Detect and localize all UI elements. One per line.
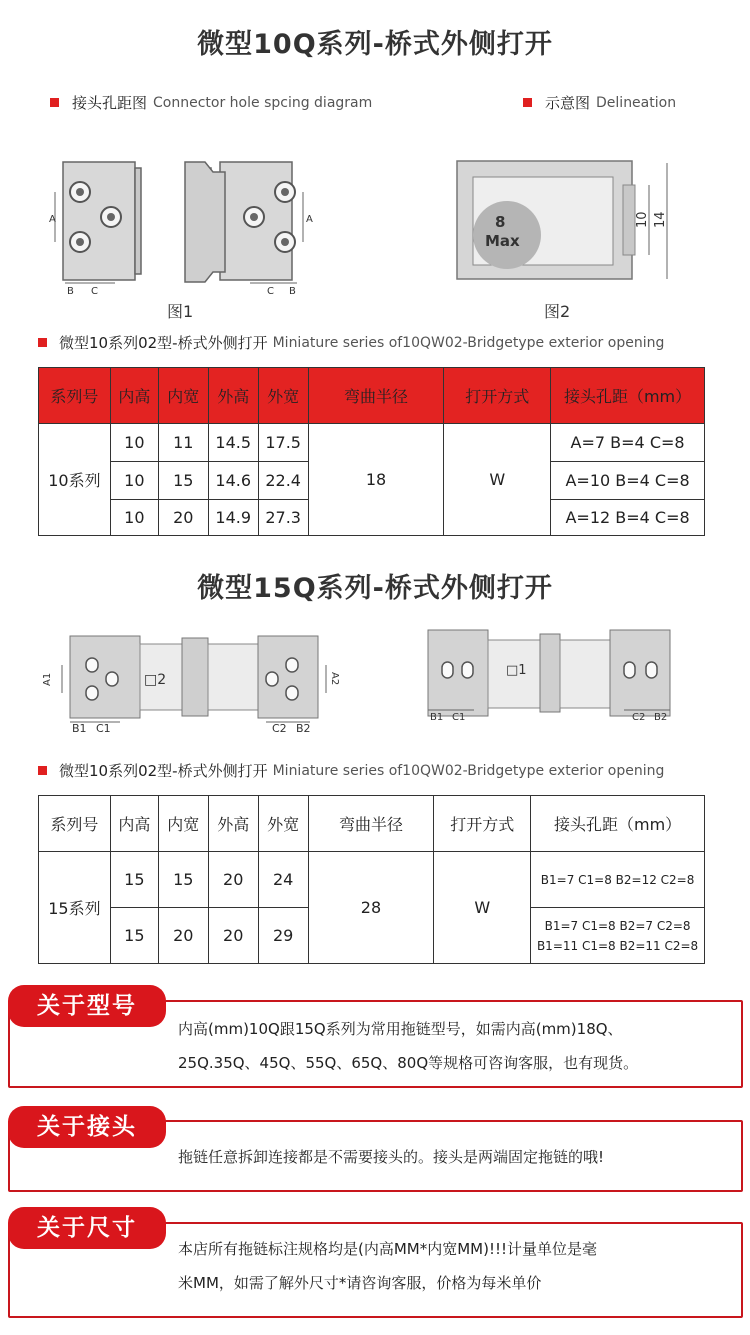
dim-c2: C2 — [272, 722, 287, 735]
header-outer-width: 外宽 — [258, 368, 308, 424]
dim-b2: B2 — [654, 712, 668, 723]
dim-c2: C2 — [632, 712, 646, 723]
open-type-cell: W — [434, 852, 531, 964]
text-line: 内高(mm)10Q跟15Q系列为常用拖链型号，如需内高(mm)18Q、 — [178, 1020, 623, 1038]
about-connector-text — [178, 1140, 738, 1174]
cell: 22.4 — [258, 462, 308, 500]
cell: 15 — [158, 852, 208, 908]
inner-size-label-max: Max — [485, 232, 520, 250]
label-en: Delineation — [596, 94, 677, 111]
cell: 15 — [110, 908, 158, 964]
about-connector-tag: 关于接头 — [8, 1106, 166, 1148]
section1-title: 微型10Q系列-桥式外侧打开 — [197, 29, 553, 60]
sub-label-en: Miniature series of10QW02-Bridgetype exterior opening — [272, 334, 665, 351]
cell: 14.6 — [208, 462, 258, 500]
cell: 15 — [158, 462, 208, 500]
cell: 20 — [208, 908, 258, 964]
table-row — [39, 424, 705, 462]
mark-2: □2 — [144, 672, 167, 688]
cell: 17.5 — [258, 424, 308, 462]
table1-label — [38, 332, 664, 353]
connector-hole-figure-15q-left — [40, 628, 340, 736]
about-model-tag: 关于型号 — [8, 985, 166, 1027]
cell — [531, 908, 705, 964]
about-model-text — [178, 1012, 738, 1080]
table-row — [39, 852, 705, 908]
cell: 11 — [158, 424, 208, 462]
cell: 20 — [208, 852, 258, 908]
red-square-icon — [50, 98, 59, 107]
open-type-cell: W — [444, 424, 551, 536]
cell: 15 — [110, 852, 158, 908]
cell: A=12 B=4 C=8 — [551, 500, 705, 536]
delineation-label — [523, 92, 676, 113]
inner-size-label-8: 8 — [495, 213, 506, 231]
about-size-text — [178, 1232, 738, 1300]
spec-table-10q — [38, 367, 705, 536]
text-line: 拖链任意拆卸连接都是不需要接头的。接头是两端固定拖链的哦! — [178, 1148, 605, 1166]
cell: A=7 B=4 C=8 — [551, 424, 705, 462]
series-cell: 10系列 — [39, 424, 111, 536]
dim-c-left: C — [91, 286, 98, 295]
section2-title: 微型15Q系列-桥式外侧打开 — [197, 573, 553, 604]
header-inner-height: 内高 — [110, 368, 158, 424]
header-bend-radius: 弯曲半径 — [308, 368, 444, 424]
dim-a2: A2 — [329, 672, 340, 686]
connector-hole-figure-15q-right — [420, 622, 678, 728]
cell: 20 — [158, 500, 208, 536]
cell: A=10 B=4 C=8 — [551, 462, 705, 500]
dim-b-right: B — [289, 286, 296, 295]
sub-label-en: Miniature series of10QW02-Bridgetype exterior opening — [272, 762, 665, 779]
dim-a-right: A — [306, 214, 313, 225]
dim-c1: C1 — [452, 712, 466, 723]
label-cn: 接头孔距图 — [72, 94, 148, 112]
header-bend-radius: 弯曲半径 — [308, 796, 434, 852]
radius-cell: 28 — [308, 852, 434, 964]
series-cell: 15系列 — [39, 852, 111, 964]
text-line: 本店所有拖链标注规格均是(内高MM*内宽MM)!!!计量单位是毫 — [178, 1240, 598, 1258]
dim-b-left: B — [67, 286, 74, 295]
header-hole-spacing: 接头孔距（mm） — [551, 368, 705, 424]
red-square-icon — [523, 98, 532, 107]
sub-label-cn: 微型10系列02型-桥式外侧打开 — [59, 762, 268, 780]
dim-b1: B1 — [72, 722, 87, 735]
label-en: Connector hole spcing diagram — [153, 94, 373, 111]
header-series: 系列号 — [39, 796, 111, 852]
about-size-tag: 关于尺寸 — [8, 1207, 166, 1249]
cell: 24 — [258, 852, 308, 908]
red-square-icon — [38, 338, 47, 347]
header-series: 系列号 — [39, 368, 111, 424]
spacing-line: B1=7 C1=8 B2=12 C2=8 — [540, 872, 695, 887]
dim-b1: B1 — [430, 712, 444, 723]
connector-hole-figure-1 — [45, 150, 315, 295]
figure-2-caption: 图2 — [544, 302, 571, 321]
header-inner-width: 内宽 — [158, 368, 208, 424]
dim-a-left: A — [49, 214, 56, 225]
cell: 10 — [110, 424, 158, 462]
label-cn: 示意图 — [545, 94, 591, 112]
table2-label — [38, 760, 664, 781]
dim-a1: A1 — [42, 672, 53, 686]
header-inner-width: 内宽 — [158, 796, 208, 852]
header-inner-height: 内高 — [110, 796, 158, 852]
connector-diagram-label — [50, 92, 372, 113]
spacing-line: B1=7 C1=8 B2=7 C2=8 — [544, 918, 691, 933]
spec-table-15q — [38, 795, 705, 964]
spacing-line: B1=11 C1=8 B2=11 C2=8 — [536, 938, 699, 953]
header-outer-height: 外高 — [208, 368, 258, 424]
text-line: 25Q.35Q、45Q、55Q、65Q、80Q等规格可咨询客服，也有现货。 — [178, 1054, 639, 1072]
cell: 10 — [110, 500, 158, 536]
header-open-type: 打开方式 — [444, 368, 551, 424]
radius-cell: 18 — [308, 424, 444, 536]
cell: 20 — [158, 908, 208, 964]
cell: 27.3 — [258, 500, 308, 536]
red-square-icon — [38, 766, 47, 775]
figure-1-caption: 图1 — [167, 302, 194, 321]
cell: 14.9 — [208, 500, 258, 536]
header-outer-width: 外宽 — [258, 796, 308, 852]
cell: 14.5 — [208, 424, 258, 462]
delineation-figure-2 — [445, 155, 675, 285]
dim-b2: B2 — [296, 722, 311, 735]
dim-c-right: C — [267, 286, 274, 295]
text-line: 米MM，如需了解外尺寸*请咨询客服，价格为每米单价 — [178, 1274, 542, 1292]
cell: 29 — [258, 908, 308, 964]
mark-1: □1 — [506, 663, 527, 678]
sub-label-cn: 微型10系列02型-桥式外侧打开 — [59, 334, 268, 352]
dim-10: 10 — [635, 211, 650, 228]
cell: 10 — [110, 462, 158, 500]
cell — [531, 852, 705, 908]
header-open-type: 打开方式 — [434, 796, 531, 852]
header-hole-spacing: 接头孔距（mm） — [531, 796, 705, 852]
dim-c1: C1 — [96, 722, 111, 735]
header-outer-height: 外高 — [208, 796, 258, 852]
dim-14: 14 — [653, 211, 668, 228]
